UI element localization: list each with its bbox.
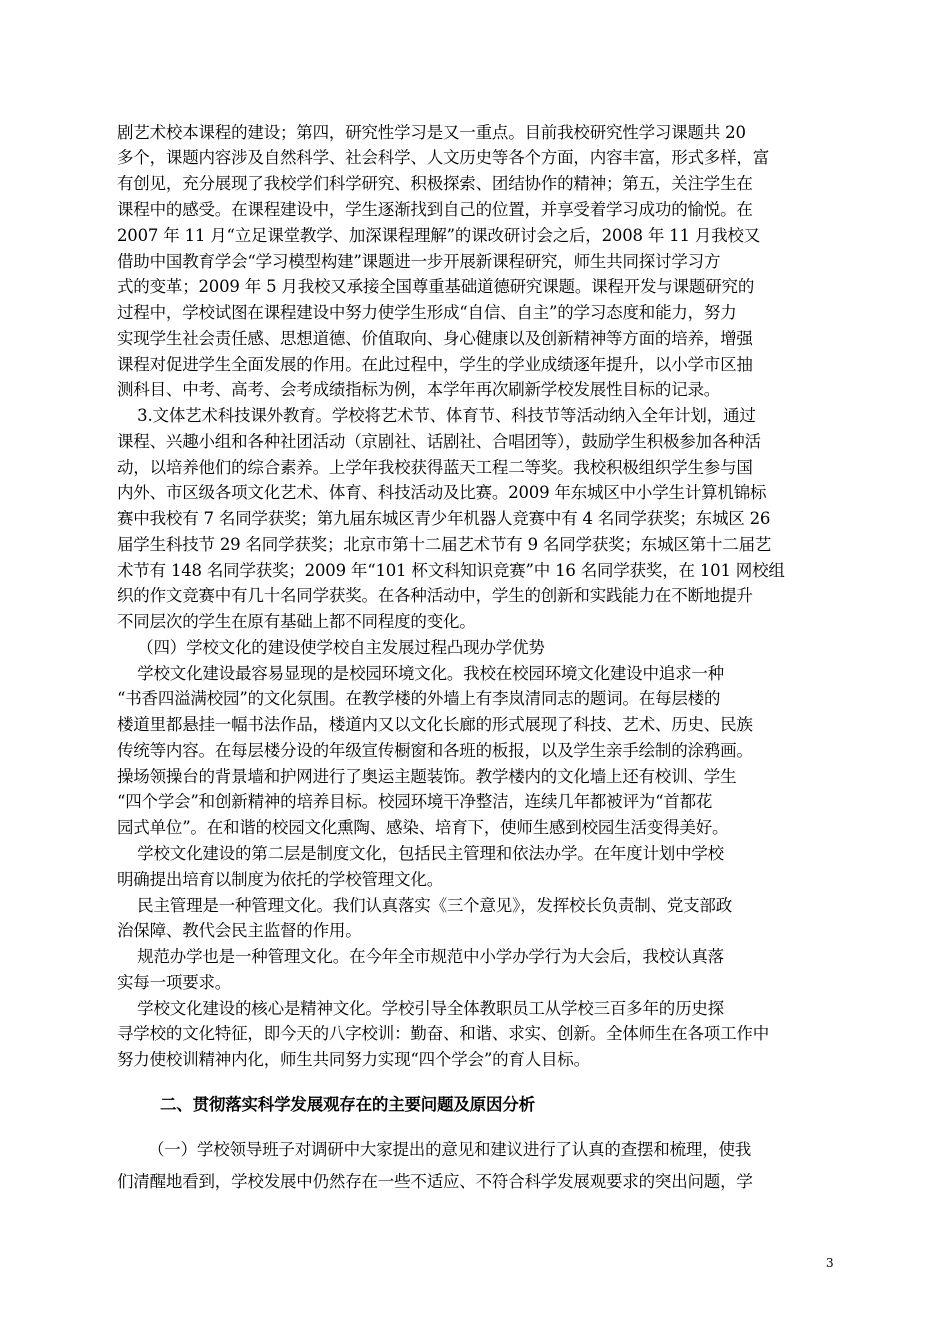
text-line: 有创见，充分展现了我校学们科学研究、积极探索、团结协作的精神；第五，关注学生在 — [117, 174, 753, 193]
text-line: 们清醒地看到，学校发展中仍然存在一些不适应、不符合科学发展观要求的突出问题，学 — [117, 1172, 753, 1191]
text-line: 治保障、教代会民主监督的作用。 — [117, 921, 362, 940]
text-line: 课程、兴趣小组和各种社团活动（京剧社、话剧社、合唱团等），鼓励学生积极参加各种活 — [117, 432, 761, 451]
text-line: 不同层次的学生在原有基础上都不同程度的变化。 — [117, 612, 476, 631]
text-line: 2007 年 11 月“立足课堂教学、加深课程理解”的课改研讨会之后，2008 年 11 月我校又 — [117, 226, 761, 245]
text-line: 操场领操台的背景墙和护网进行了奥运主题装饰。教学楼内的文化墙上还有校训、学生 — [117, 767, 737, 786]
text-line: 学校文化建设最容易显现的是校园环境文化。我校在校园环境文化建设中追求一种 — [117, 664, 724, 683]
text-line: 民主管理是一种管理文化。我们认真落实《三个意见》，发挥校长负责制、党支部政 — [117, 896, 733, 915]
text-line: 学校文化建设的第二层是制度文化，包括民主管理和依法办学。在年度计划中学校 — [117, 844, 724, 863]
section-heading: 二、贯彻落实科学发展观存在的主要问题及原因分析 — [160, 1095, 535, 1114]
text-line: 多个，课题内容涉及自然科学、社会科学、人文历史等各个方面，内容丰富，形式多样，富 — [117, 148, 770, 167]
text-line: 剧艺术校本课程的建设；第四，研究性学习是又一重点。目前我校研究性学习课题共 20 — [117, 123, 746, 142]
text-line: 术节有 148 名同学获奖；2009 年“101 杯文科知识竞赛”中 16 名同学获奖，在 101 网校组 — [117, 561, 785, 580]
text-line: 园式单位”。在和谐的校园文化熏陶、感染、培育下，使师生感到校园生活变得美好。 — [117, 818, 729, 837]
text-line: 楼道里都悬挂一幅书法作品，楼道内又以文化长廊的形式展现了科技、艺术、历史、民族 — [117, 715, 753, 734]
text-line: 努力使校训精神内化，师生共同努力实现“四个学会”的育人目标。 — [117, 1050, 590, 1069]
text-line: 规范办学也是一种管理文化。在今年全市规范中小学办学行为大会后，我校认真落 — [117, 947, 724, 966]
text-line: 式的变革；2009 年 5 月我校又承接全国尊重基础道德研究课题。课程开发与课题研究的 — [117, 277, 755, 296]
text-line: 课程对促进学生全面发展的作用。在此过程中，学生的学业成绩逐年提升，以小学市区抽 — [117, 355, 753, 374]
text-line: 实现学生社会责任感、思想道德、价值取向、身心健康以及创新精神等方面的培养，增强 — [117, 329, 753, 348]
text-line: 明确提出培育以制度为依托的学校管理文化。 — [117, 870, 444, 889]
text-line: 借助中国教育学会“学习模型构建”课题进一步开展新课程研究，师生共同探讨学习方 — [117, 252, 721, 271]
text-line: 3.文体艺术科技课外教育。学校将艺术节、体育节、科技节等活动纳入全年计划，通过 — [117, 406, 756, 425]
text-line: 内外、市区级各项文化艺术、体育、科技活动及比赛。2009 年东城区中小学生计算机锦标 — [117, 483, 767, 502]
text-line: 学校文化建设的核心是精神文化。学校引导全体教职员工从学校三百多年的历史探 — [117, 999, 724, 1018]
text-line: “书香四溢满校园”的文化氛围。在教学楼的外墙上有李岚清同志的题词。在每层楼的 — [117, 689, 721, 708]
text-line: 课程中的感受。在课程建设中，学生逐渐找到自己的位置，并享受着学习成功的愉悦。在 — [117, 200, 753, 219]
text-line: 织的作文竞赛中有几十名同学获奖。在各种活动中，学生的创新和实践能力在不断地提升 — [117, 586, 753, 605]
page-number: 3 — [826, 1256, 834, 1270]
text-line: 寻学校的文化特征，即今天的八字校训：勤奋、和谐、求实、创新。全体师生在各项工作中 — [117, 1024, 770, 1043]
text-line: 过程中，学校试图在课程建设中努力使学生形成“自信、自主”的学习态度和能力，努力 — [117, 303, 737, 322]
text-line: 届学生科技节 29 名同学获奖；北京市第十二届艺术节有 9 名同学获奖；东城区第十二届艺 — [117, 535, 772, 554]
text-line: “四个学会”和创新精神的培养目标。校园环境干净整洁，连续几年都被评为“首都花 — [117, 792, 713, 811]
text-line: （一）学校领导班子对调研中大家提出的意见和建议进行了认真的查摆和梳理，使我 — [148, 1140, 752, 1159]
subheading-line: （四）学校文化的建设使学校自主发展过程凸现办学优势 — [117, 638, 545, 657]
text-line: 传统等内容。在每层楼分设的年级宣传橱窗和各班的板报，以及学生亲手绘制的涂鸦画。 — [117, 741, 753, 760]
text-line: 动，以培养他们的综合素养。上学年我校获得蓝天工程二等奖。我校积极组织学生参与国 — [117, 458, 753, 477]
text-line: 测科目、中考、高考、会考成绩指标为例，本学年再次刷新学校发展性目标的记录。 — [117, 380, 721, 399]
text-line: 实每一项要求。 — [117, 973, 232, 992]
text-line: 赛中我校有 7 名同学获奖；第九届东城区青少年机器人竞赛中有 4 名同学获奖；东城区 26 — [117, 509, 771, 528]
